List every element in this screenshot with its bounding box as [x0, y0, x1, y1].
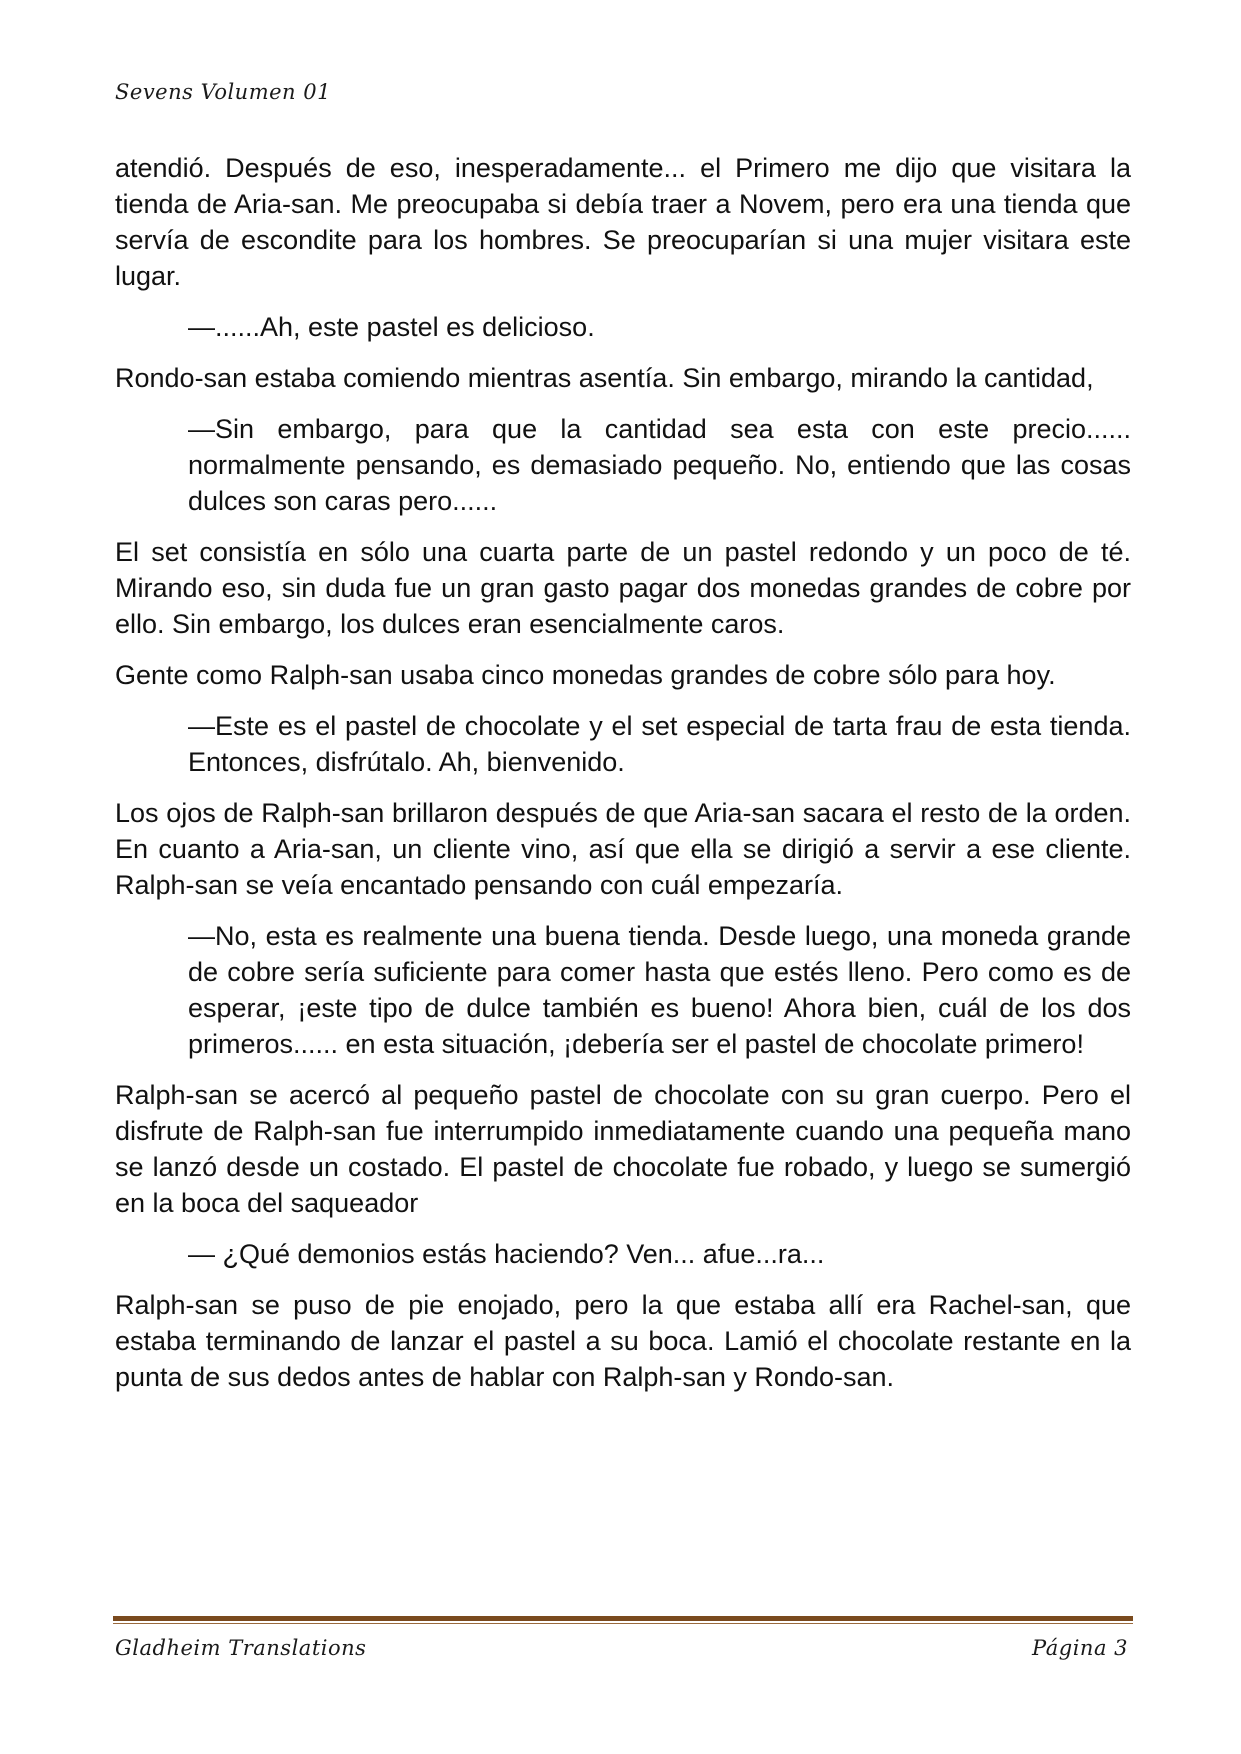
paragraph: Rondo-san estaba comiendo mientras asentía. Sin embargo, mirando la cantidad,: [115, 363, 1094, 393]
page-header: Sevens Volumen 01: [115, 80, 331, 104]
paragraph: Los ojos de Ralph-san brillaron después de que Aria-san sacara el resto de la orden. En cuanto a Aria-san, un cliente vino, así que ella se dirigió a servir a ese cliente. Ralph-san se veía encantado pensando con cuál empezaría.: [115, 798, 1131, 900]
paragraph: atendió. Después de eso, inesperadamente... el Primero me dijo que visitara la tienda de Aria-san. Me preocupaba si debía traer a Novem, pero era una tienda que servía de escondite para los hombres. Se preocuparían si una mujer visitara este lugar.: [115, 153, 1131, 291]
paragraph: Ralph-san se puso de pie enojado, pero la que estaba allí era Rachel-san, que estaba terminando de lanzar el pastel a su boca. Lamió el chocolate restante en la punta de sus dedos antes de hablar con Ralph-san y Rondo-san.: [115, 1290, 1131, 1392]
footer-page-number: Página 3: [1032, 1636, 1128, 1660]
dialogue-line: —Sin embargo, para que la cantidad sea esta con este precio...... normalmente pensando, es demasiado pequeño. No, entiendo que las cosas dulces son caras pero......: [188, 414, 1131, 516]
dialogue-line: —Este es el pastel de chocolate y el set especial de tarta frau de esta tienda. Entonces, disfrútalo. Ah, bienvenido.: [188, 711, 1131, 777]
paragraph: Gente como Ralph-san usaba cinco monedas grandes de cobre sólo para hoy.: [115, 660, 1056, 690]
footer-divider-thin: [113, 1623, 1133, 1624]
paragraph: El set consistía en sólo una cuarta parte de un pastel redondo y un poco de té. Mirando eso, sin duda fue un gran gasto pagar dos monedas grandes de cobre por ello. Sin embargo, los dulces eran esencialmente caros.: [115, 537, 1131, 639]
dialogue-line: —......Ah, este pastel es delicioso.: [188, 312, 595, 342]
footer-publisher: Gladheim Translations: [115, 1636, 367, 1660]
paragraph: Ralph-san se acercó al pequeño pastel de chocolate con su gran cuerpo. Pero el disfrute de Ralph-san fue interrumpido inmediatamente cuando una pequeña mano se lanzó desde un costado. El pastel de chocolate fue robado, y luego se sumergió en la boca del saqueador: [115, 1080, 1131, 1218]
footer-divider-thick: [113, 1616, 1133, 1621]
footer-divider: [113, 1616, 1133, 1624]
dialogue-line: —No, esta es realmente una buena tienda. Desde luego, una moneda grande de cobre sería suficiente para comer hasta que estés lleno. Pero como es de esperar, ¡este tipo de dulce también es bueno! Ahora bien, cuál de los dos primeros...... en esta situación, ¡debería ser el pastel de chocolate primero!: [188, 921, 1131, 1059]
page-body: [115, 150, 1131, 1410]
dialogue-line: — ¿Qué demonios estás haciendo? Ven... afue...ra...: [188, 1239, 825, 1269]
